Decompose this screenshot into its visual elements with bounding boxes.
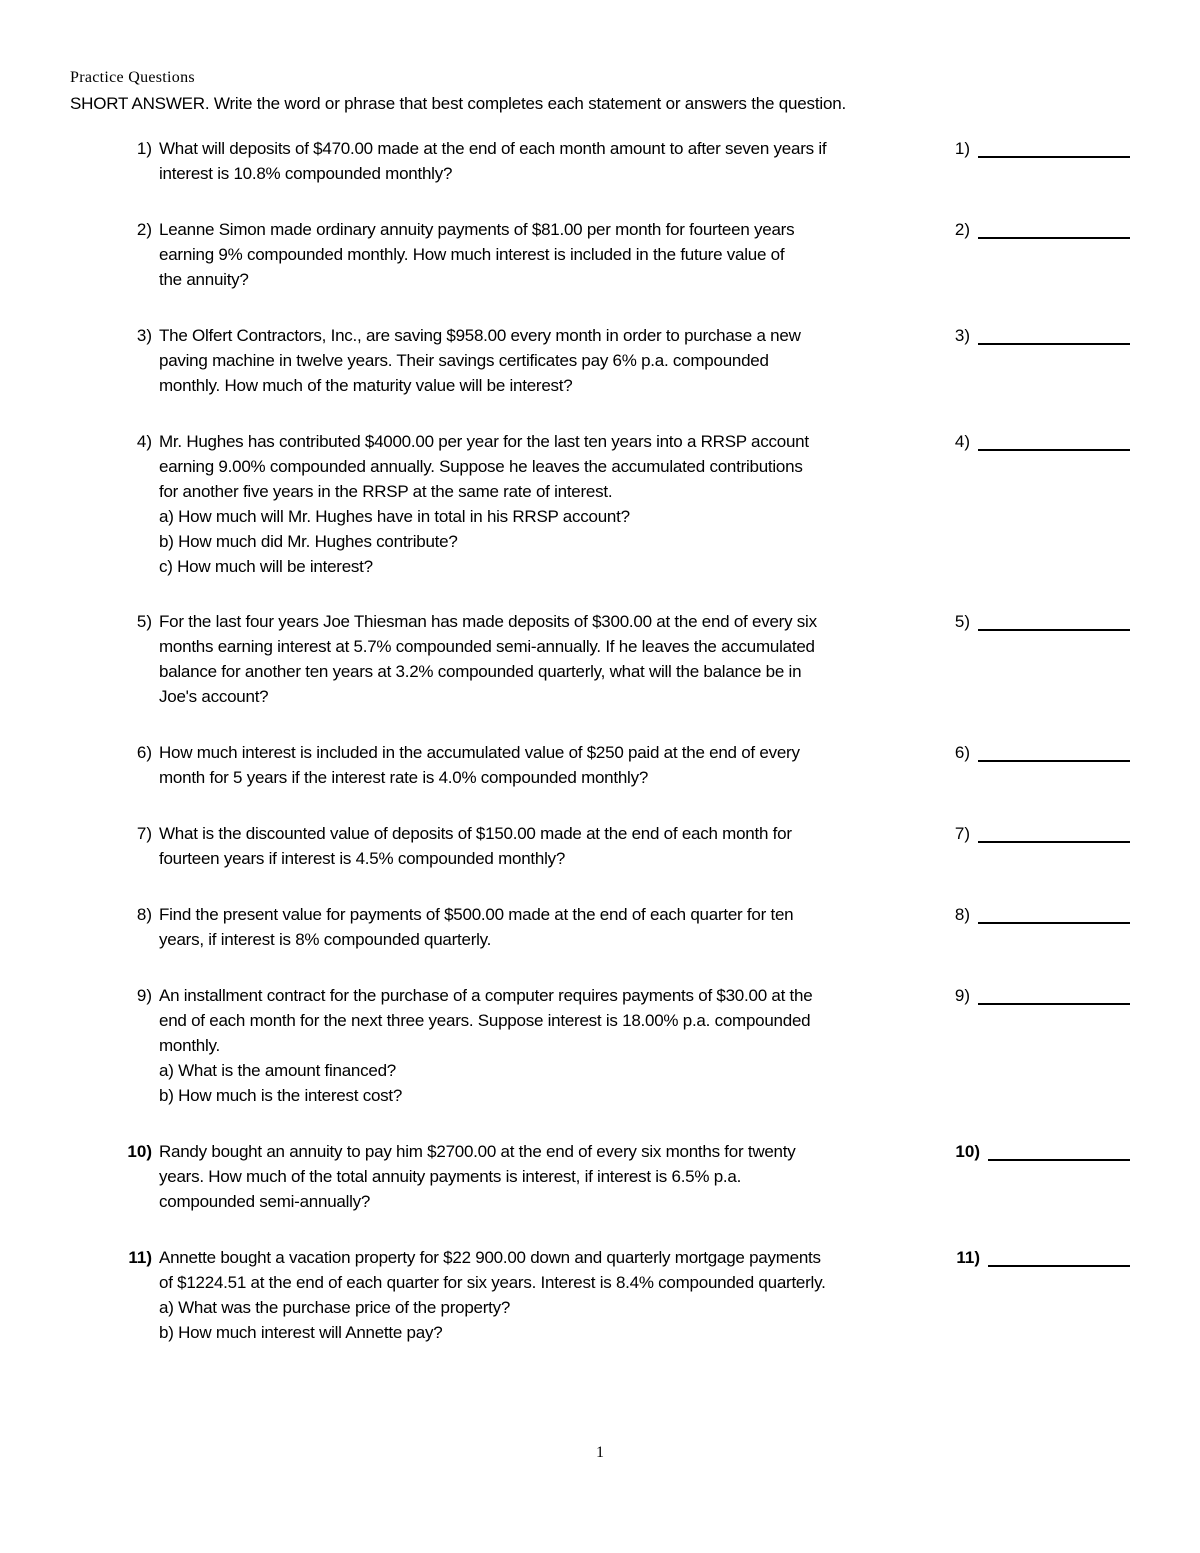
answer-blank[interactable] — [978, 449, 1130, 451]
question-number: 5) — [136, 612, 152, 631]
question-text-line: years. How much of the total annuity payments is interest, if interest is 6.5% p.a. — [159, 1167, 742, 1186]
question-text — [159, 821, 939, 871]
answer-blank[interactable] — [978, 237, 1130, 239]
question-text-line: monthly. — [159, 1036, 220, 1055]
answer-blank[interactable] — [978, 760, 1130, 762]
question-text-line: month for 5 years if the interest rate is 4.0% compounded monthly? — [159, 768, 649, 787]
answer-blank[interactable] — [978, 1003, 1130, 1005]
answer-label: 6) — [954, 743, 970, 762]
question-number: 11) — [128, 1248, 152, 1267]
question-text-line: end of each month for the next three years. Suppose interest is 18.00% p.a. compounded — [159, 1011, 811, 1030]
question-number: 8) — [136, 905, 152, 924]
question-text-line: What is the discounted value of deposits of $150.00 made at the end of each month for — [159, 824, 792, 843]
answer-label: 9) — [954, 986, 970, 1005]
question-number: 2) — [136, 220, 152, 239]
question-text — [159, 983, 939, 1108]
question-text-line: An installment contract for the purchase of a computer requires payments of $30.00 at the — [159, 986, 813, 1005]
question-number: 4) — [136, 432, 152, 451]
question-text-line: What will deposits of $470.00 made at the end of each month amount to after seven years if — [159, 139, 827, 158]
question-text-line: for another five years in the RRSP at the same rate of interest. — [159, 482, 613, 501]
question-text-line: Randy bought an annuity to pay him $2700.00 at the end of every six months for twenty — [159, 1142, 796, 1161]
question-text-line: a) What was the purchase price of the property? — [159, 1298, 511, 1317]
question-text-line: a) What is the amount financed? — [159, 1061, 396, 1080]
answer-label: 11) — [956, 1248, 980, 1267]
question-text-line: the annuity? — [159, 270, 249, 289]
answer-blank[interactable] — [978, 343, 1130, 345]
page-number: 1 — [596, 1444, 604, 1461]
question-text — [159, 1245, 939, 1345]
question-number: 1) — [136, 139, 152, 158]
answer-blank[interactable] — [978, 629, 1130, 631]
question-text-line: of $1224.51 at the end of each quarter for six years. Interest is 8.4% compounded quarterly. — [159, 1273, 826, 1292]
question-text — [159, 323, 939, 398]
instructions: SHORT ANSWER. Write the word or phrase that best completes each statement or answers the question. — [70, 94, 846, 113]
question-text-line: paving machine in twelve years. Their savings certificates pay 6% p.a. compounded — [159, 351, 769, 370]
question-text-line: b) How much did Mr. Hughes contribute? — [159, 532, 458, 551]
answer-label: 4) — [954, 432, 970, 451]
question-text-line: Mr. Hughes has contributed $4000.00 per year for the last ten years into a RRSP account — [159, 432, 809, 451]
question-text-line: monthly. How much of the maturity value will be interest? — [159, 376, 573, 395]
answer-blank[interactable] — [988, 1159, 1130, 1161]
question-text-line: Annette bought a vacation property for $22 900.00 down and quarterly mortgage payments — [159, 1248, 821, 1267]
answer-label: 10) — [955, 1142, 980, 1161]
question-text-line: c) How much will be interest? — [159, 557, 373, 576]
question-text — [159, 740, 939, 790]
question-text-line: earning 9% compounded monthly. How much interest is included in the future value of — [159, 245, 785, 264]
question-text-line: Leanne Simon made ordinary annuity payments of $81.00 per month for fourteen years — [159, 220, 795, 239]
answer-label: 3) — [954, 326, 970, 345]
question-text-line: years, if interest is 8% compounded quarterly. — [159, 930, 492, 949]
question-number: 6) — [136, 743, 152, 762]
question-number: 10) — [127, 1142, 152, 1161]
question-text — [159, 902, 939, 952]
question-text — [159, 609, 939, 709]
question-text — [159, 136, 939, 186]
question-text-line: b) How much is the interest cost? — [159, 1086, 403, 1105]
answer-label: 8) — [954, 905, 970, 924]
answer-blank[interactable] — [978, 922, 1130, 924]
question-text-line: b) How much interest will Annette pay? — [159, 1323, 443, 1342]
question-text — [159, 1139, 939, 1214]
answer-label: 5) — [954, 612, 970, 631]
answer-blank[interactable] — [978, 841, 1130, 843]
answer-label: 1) — [954, 139, 970, 158]
question-text-line: months earning interest at 5.7% compounded semi-annually. If he leaves the accumulated — [159, 637, 815, 656]
question-text-line: For the last four years Joe Thiesman has made deposits of $300.00 at the end of every six — [159, 612, 817, 631]
question-text — [159, 429, 939, 579]
question-text-line: fourteen years if interest is 4.5% compounded monthly? — [159, 849, 566, 868]
answer-label: 7) — [954, 824, 970, 843]
question-text-line: Find the present value for payments of $500.00 made at the end of each quarter for ten — [159, 905, 794, 924]
question-text-line: How much interest is included in the accumulated value of $250 paid at the end of every — [159, 743, 800, 762]
question-text-line: earning 9.00% compounded annually. Suppose he leaves the accumulated contributions — [159, 457, 803, 476]
page-title: Practice Questions — [70, 69, 195, 86]
question-text-line: The Olfert Contractors, Inc., are saving $958.00 every month in order to purchase a new — [159, 326, 801, 345]
question-text-line: a) How much will Mr. Hughes have in total in his RRSP account? — [159, 507, 630, 526]
question-number: 7) — [136, 824, 152, 843]
question-number: 9) — [136, 986, 152, 1005]
question-text-line: compounded semi-annually? — [159, 1192, 371, 1211]
question-text-line: interest is 10.8% compounded monthly? — [159, 164, 453, 183]
question-number: 3) — [136, 326, 152, 345]
answer-label: 2) — [954, 220, 970, 239]
answer-blank[interactable] — [978, 156, 1130, 158]
question-text-line: Joe's account? — [159, 687, 269, 706]
answer-blank[interactable] — [988, 1265, 1130, 1267]
question-text-line: balance for another ten years at 3.2% compounded quarterly, what will the balance be in — [159, 662, 802, 681]
question-text — [159, 217, 939, 292]
